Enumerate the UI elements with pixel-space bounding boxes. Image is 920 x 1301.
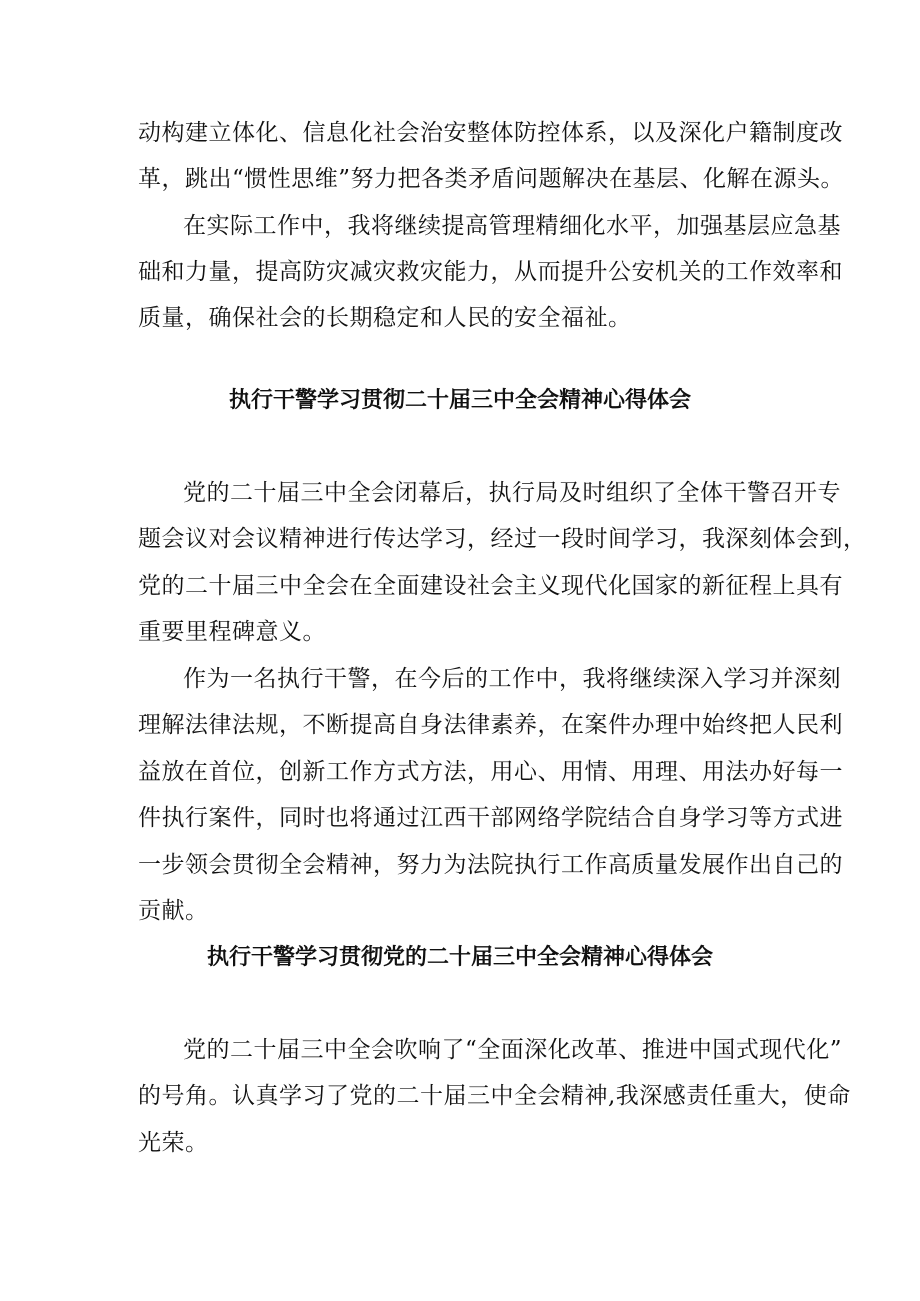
body-text-line: 党的二十届三中全会在全面建设社会主义现代化国家的新征程上具有 bbox=[138, 573, 843, 599]
section-heading: 执行干警学习贯彻二十届三中全会精神心得体会 bbox=[228, 388, 691, 413]
body-text-line: 动构建立体化、信息化社会治安整体防控体系，以及深化户籍制度改 bbox=[138, 120, 843, 146]
body-text-line: 的号角。认真学习了党的二十届三中全会精神,我深感责任重大，使命 bbox=[138, 1083, 851, 1109]
body-text-line: 件执行案件，同时也将通过江西干部网络学院结合自身学习等方式进 bbox=[138, 805, 843, 831]
body-text-line: 光荣。 bbox=[138, 1130, 209, 1156]
body-text-line: 础和力量，提高防灾减灾救灾能力，从而提升公安机关的工作效率和 bbox=[138, 259, 843, 285]
body-text-line: 贡献。 bbox=[138, 898, 209, 924]
body-text-line: 作为一名执行干警，在今后的工作中，我将继续深入学习并深刻 bbox=[183, 666, 841, 692]
body-text-line: 题会议对会议精神进行传达学习，经过一段时间学习，我深刻体会到， bbox=[138, 526, 867, 552]
body-text-line: 在实际工作中，我将继续提高管理精细化水平，加强基层应急基 bbox=[183, 213, 841, 239]
body-text-line: 党的二十届三中全会吹响了“全面深化改革、推进中国式现代化” bbox=[183, 1037, 843, 1063]
body-text-line: 革，跳出“惯性思维”努力把各类矛盾问题解决在基层、化解在源头。 bbox=[138, 166, 845, 192]
body-text-line: 党的二十届三中全会闭幕后，执行局及时组织了全体干警召开专 bbox=[183, 480, 841, 506]
body-text-line: 质量，确保社会的长期稳定和人民的安全福祉。 bbox=[138, 305, 632, 331]
body-text-line: 益放在首位，创新工作方式方法，用心、用情、用理、用法办好每一 bbox=[138, 759, 843, 785]
body-text-line: 一步领会贯彻全会精神，努力为法院执行工作高质量发展作出自己的 bbox=[138, 852, 843, 878]
body-text-line: 重要里程碑意义。 bbox=[138, 619, 326, 645]
section-heading: 执行干警学习贯彻党的二十届三中全会精神心得体会 bbox=[206, 945, 713, 970]
body-text-line: 理解法律法规，不断提高自身法律素养，在案件办理中始终把人民利 bbox=[138, 712, 843, 738]
